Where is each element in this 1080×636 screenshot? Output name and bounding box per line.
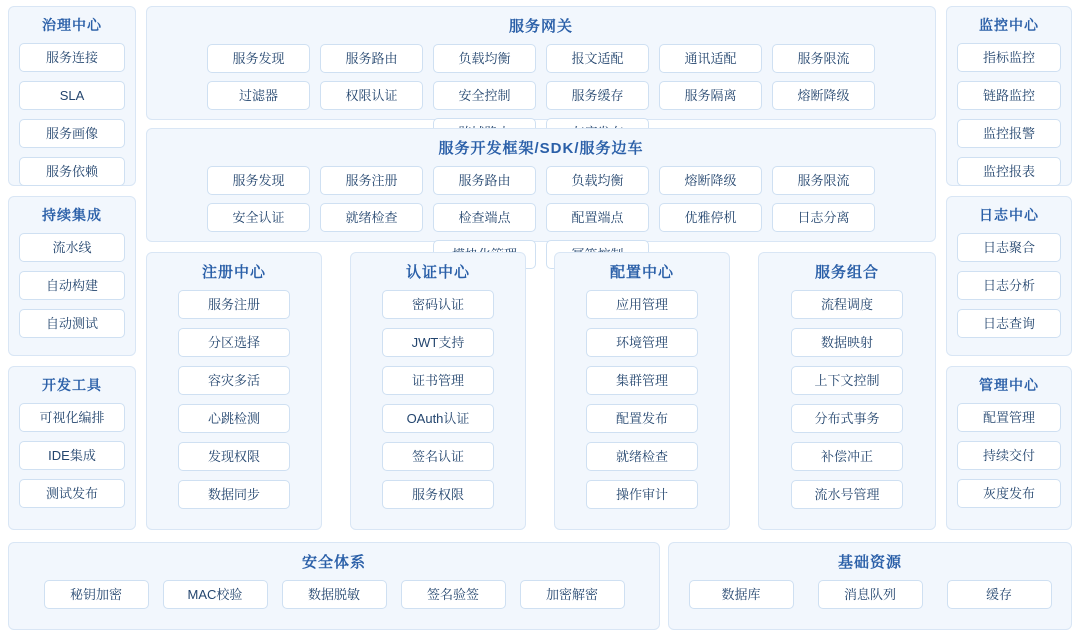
panel-title-log: 日志中心 (979, 207, 1039, 223)
chip-gateway-3[interactable]: 报文适配 (546, 44, 649, 73)
chip-group-infra (679, 580, 1061, 609)
chip-management-1[interactable]: 持续交付 (957, 441, 1061, 470)
chip-registry-3[interactable]: 心跳检测 (178, 404, 290, 433)
chip-group-monitor (957, 43, 1061, 186)
chip-gateway-9[interactable]: 服务缓存 (546, 81, 649, 110)
chip-registry-2[interactable]: 容灾多活 (178, 366, 290, 395)
panel-title-compose: 服务组合 (814, 264, 879, 281)
chip-config-3[interactable]: 配置发布 (586, 404, 698, 433)
chip-security-2[interactable]: 数据脱敏 (282, 580, 387, 609)
chip-ci-1[interactable]: 自动构建 (19, 271, 125, 300)
chip-ci-0[interactable]: 流水线 (19, 233, 125, 262)
chip-monitor-3[interactable]: 监控报表 (957, 157, 1061, 186)
chip-gateway-6[interactable]: 过滤器 (207, 81, 310, 110)
chip-config-0[interactable]: 应用管理 (586, 290, 698, 319)
chip-sdk-5[interactable]: 服务限流 (772, 166, 875, 195)
chip-config-4[interactable]: 就绪检查 (586, 442, 698, 471)
panel-title-ci: 持续集成 (42, 207, 102, 223)
chip-log-0[interactable]: 日志聚合 (957, 233, 1061, 262)
chip-config-1[interactable]: 环境管理 (586, 328, 698, 357)
panel-title-security: 安全体系 (301, 554, 366, 571)
panel-title-devtools: 开发工具 (42, 377, 102, 393)
chip-auth-2[interactable]: 证书管理 (382, 366, 494, 395)
panel-title-management: 管理中心 (979, 377, 1039, 393)
chip-compose-0[interactable]: 流程调度 (791, 290, 903, 319)
panel-log (946, 196, 1072, 356)
chip-governance-2[interactable]: 服务画像 (19, 119, 125, 148)
chip-auth-1[interactable]: JWT支持 (382, 328, 494, 357)
chip-ci-2[interactable]: 自动测试 (19, 309, 125, 338)
panel-sdk (146, 128, 936, 242)
panel-management (946, 366, 1072, 530)
chip-config-5[interactable]: 操作审计 (586, 480, 698, 509)
chip-compose-1[interactable]: 数据映射 (791, 328, 903, 357)
chip-group-devtools (19, 403, 125, 508)
chip-compose-5[interactable]: 流水号管理 (791, 480, 903, 509)
chip-registry-4[interactable]: 发现权限 (178, 442, 290, 471)
chip-governance-1[interactable]: SLA (19, 81, 125, 110)
chip-registry-5[interactable]: 数据同步 (178, 480, 290, 509)
panel-ci (8, 196, 136, 356)
chip-gateway-1[interactable]: 服务路由 (320, 44, 423, 73)
panel-title-sdk: 服务开发框架/SDK/服务边车 (438, 140, 644, 157)
chip-infra-1[interactable]: 消息队列 (818, 580, 923, 609)
chip-gateway-0[interactable]: 服务发现 (207, 44, 310, 73)
panel-gateway (146, 6, 936, 120)
chip-security-4[interactable]: 加密解密 (520, 580, 625, 609)
chip-config-2[interactable]: 集群管理 (586, 366, 698, 395)
panel-title-governance: 治理中心 (42, 17, 102, 33)
chip-monitor-1[interactable]: 链路监控 (957, 81, 1061, 110)
chip-group-auth (361, 290, 515, 509)
panel-auth (350, 252, 526, 530)
chip-devtools-1[interactable]: IDE集成 (19, 441, 125, 470)
chip-registry-1[interactable]: 分区选择 (178, 328, 290, 357)
panel-title-monitor: 监控中心 (979, 17, 1039, 33)
panel-monitor (946, 6, 1072, 186)
chip-group-registry (157, 290, 311, 509)
chip-governance-0[interactable]: 服务连接 (19, 43, 125, 72)
chip-sdk-0[interactable]: 服务发现 (207, 166, 310, 195)
chip-sdk-3[interactable]: 负载均衡 (546, 166, 649, 195)
chip-security-3[interactable]: 签名验签 (401, 580, 506, 609)
chip-group-security (19, 580, 649, 609)
chip-management-2[interactable]: 灰度发布 (957, 479, 1061, 508)
chip-sdk-4[interactable]: 熔断降级 (659, 166, 762, 195)
chip-devtools-2[interactable]: 测试发布 (19, 479, 125, 508)
chip-infra-0[interactable]: 数据库 (689, 580, 794, 609)
chip-auth-3[interactable]: OAuth认证 (382, 404, 494, 433)
chip-management-0[interactable]: 配置管理 (957, 403, 1061, 432)
chip-log-2[interactable]: 日志查询 (957, 309, 1061, 338)
chip-sdk-9[interactable]: 配置端点 (546, 203, 649, 232)
chip-group-log (957, 233, 1061, 338)
chip-devtools-0[interactable]: 可视化编排 (19, 403, 125, 432)
chip-compose-3[interactable]: 分布式事务 (791, 404, 903, 433)
chip-group-governance (19, 43, 125, 186)
panel-registry (146, 252, 322, 530)
panel-security (8, 542, 660, 630)
chip-compose-4[interactable]: 补偿冲正 (791, 442, 903, 471)
chip-security-0[interactable]: 秘钥加密 (44, 580, 149, 609)
chip-group-compose (769, 290, 925, 509)
chip-monitor-2[interactable]: 监控报警 (957, 119, 1061, 148)
chip-log-1[interactable]: 日志分析 (957, 271, 1061, 300)
chip-gateway-11[interactable]: 熔断降级 (772, 81, 875, 110)
panel-title-gateway: 服务网关 (508, 18, 573, 35)
chip-compose-2[interactable]: 上下文控制 (791, 366, 903, 395)
panel-config (554, 252, 730, 530)
panel-title-config: 配置中心 (609, 264, 674, 281)
chip-sdk-6[interactable]: 安全认证 (207, 203, 310, 232)
chip-gateway-10[interactable]: 服务隔离 (659, 81, 762, 110)
chip-gateway-2[interactable]: 负载均衡 (433, 44, 536, 73)
panel-title-infra: 基础资源 (837, 554, 902, 571)
panel-title-auth: 认证中心 (405, 264, 470, 281)
chip-sdk-1[interactable]: 服务注册 (320, 166, 423, 195)
chip-gateway-8[interactable]: 安全控制 (433, 81, 536, 110)
chip-gateway-7[interactable]: 权限认证 (320, 81, 423, 110)
chip-auth-4[interactable]: 签名认证 (382, 442, 494, 471)
panel-devtools (8, 366, 136, 530)
panel-governance (8, 6, 136, 186)
chip-security-1[interactable]: MAC校验 (163, 580, 268, 609)
chip-group-management (957, 403, 1061, 508)
chip-sdk-2[interactable]: 服务路由 (433, 166, 536, 195)
panel-infra (668, 542, 1072, 630)
chip-infra-2[interactable]: 缓存 (947, 580, 1052, 609)
chip-group-config (565, 290, 719, 509)
chip-group-ci (19, 233, 125, 338)
panel-compose (758, 252, 936, 530)
chip-gateway-5[interactable]: 服务限流 (772, 44, 875, 73)
chip-auth-0[interactable]: 密码认证 (382, 290, 494, 319)
chip-sdk-7[interactable]: 就绪检查 (320, 203, 423, 232)
chip-sdk-8[interactable]: 检查端点 (433, 203, 536, 232)
chip-monitor-0[interactable]: 指标监控 (957, 43, 1061, 72)
chip-governance-3[interactable]: 服务依赖 (19, 157, 125, 186)
panel-title-registry: 注册中心 (201, 264, 266, 281)
chip-sdk-10[interactable]: 优雅停机 (659, 203, 762, 232)
chip-sdk-11[interactable]: 日志分离 (772, 203, 875, 232)
chip-auth-5[interactable]: 服务权限 (382, 480, 494, 509)
chip-registry-0[interactable]: 服务注册 (178, 290, 290, 319)
chip-gateway-4[interactable]: 通讯适配 (659, 44, 762, 73)
